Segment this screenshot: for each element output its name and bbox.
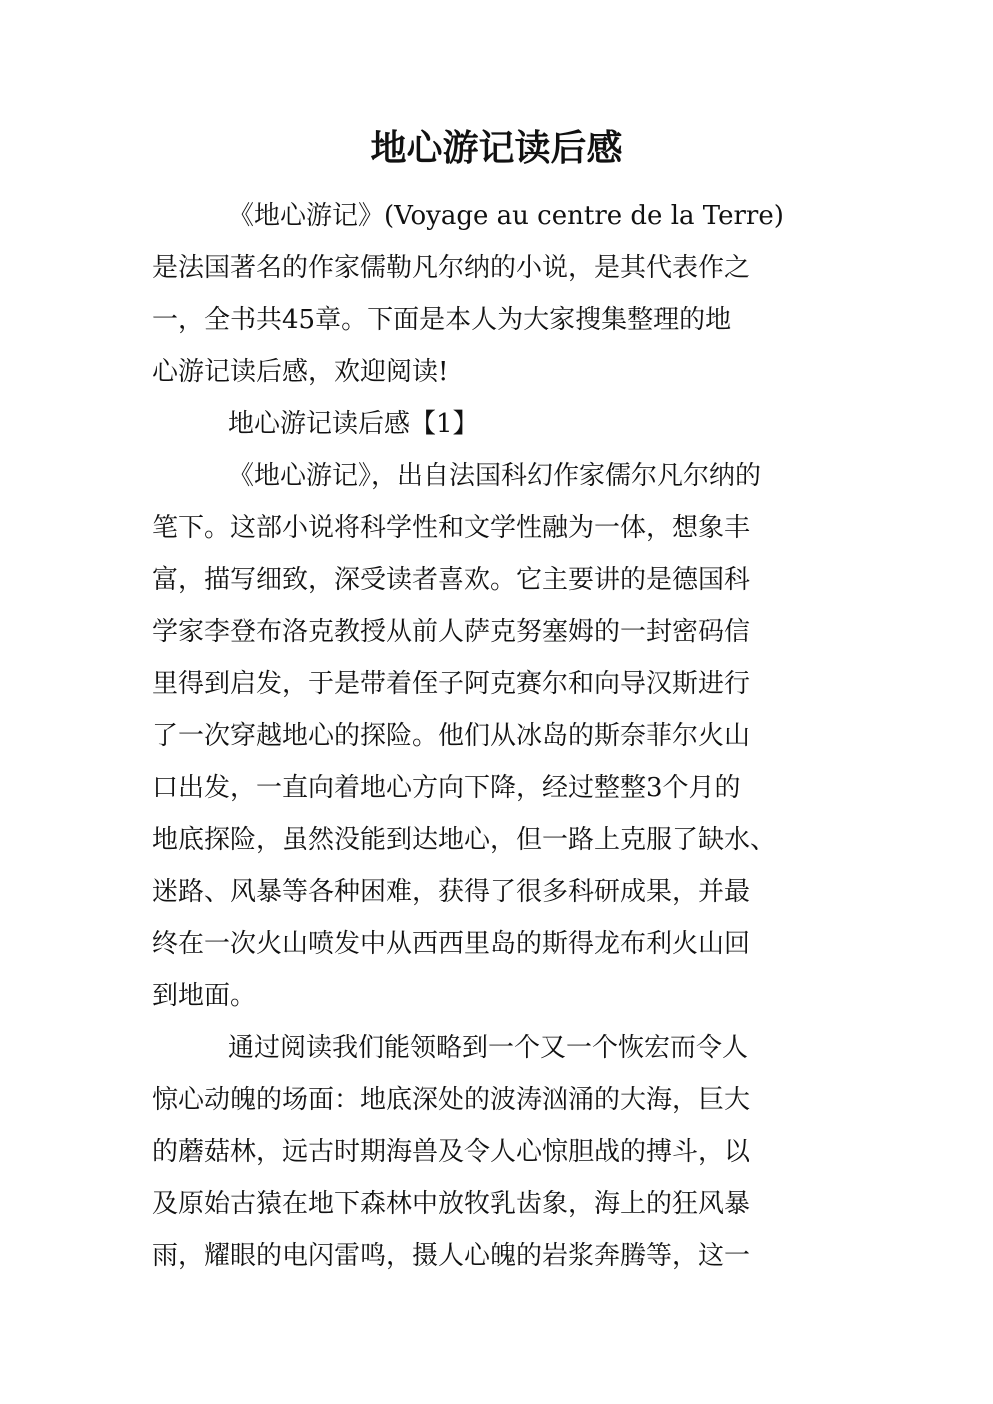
- paragraph-line: 了一次穿越地心的探险。他们从冰岛的斯奈菲尔火山: [152, 721, 751, 751]
- paragraph-line: 地底探险，虽然没能到达地心，但一路上克服了缺水、: [152, 825, 777, 855]
- paragraph-line: 通过阅读我们能领略到一个又一个恢宏而令人: [228, 1033, 749, 1063]
- paragraph-line: 富，描写细致，深受读者喜欢。它主要讲的是德国科: [152, 565, 751, 595]
- paragraph-line: 雨，耀眼的电闪雷鸣，摄人心魄的岩浆奔腾等，这一: [152, 1241, 751, 1271]
- paragraph-line: 笔下。这部小说将科学性和文学性融为一体，想象丰: [152, 513, 751, 543]
- paragraph-line: 迷路、风暴等各种困难，获得了很多科研成果，并最: [152, 877, 751, 907]
- paragraph-line: 《地心游记》，出自法国科幻作家儒尔凡尔纳的: [228, 461, 762, 491]
- intro-line: 心游记读后感，欢迎阅读!: [152, 357, 449, 387]
- paragraph-line: 惊心动魄的场面：地底深处的波涛汹涌的大海，巨大: [152, 1085, 751, 1115]
- intro-line: 是法国著名的作家儒勒凡尔纳的小说，是其代表作之: [152, 253, 751, 283]
- paragraph-2: [152, 1022, 852, 1282]
- paragraph-line: 学家李登布洛克教授从前人萨克努塞姆的一封密码信: [152, 617, 751, 647]
- paragraph-line: 口出发，一直向着地心方向下降，经过整整3个月的: [152, 773, 741, 803]
- paragraph-line: 里得到启发，于是带着侄子阿克赛尔和向导汉斯进行: [152, 669, 751, 699]
- paragraph-line: 的蘑菇林，远古时期海兽及令人心惊胆战的搏斗，以: [152, 1137, 751, 1167]
- paragraph-line: 及原始古猿在地下森林中放牧乳齿象，海上的狂风暴: [152, 1189, 751, 1219]
- paragraph-line: 终在一次火山喷发中从西西里岛的斯得龙布利火山回: [152, 929, 751, 959]
- intro-paragraph: [152, 190, 852, 398]
- paragraph-1: [152, 450, 852, 1022]
- section-heading-text: 地心游记读后感【1】: [228, 409, 479, 439]
- intro-line: 一，全书共45章。下面是本人为大家搜集整理的地: [152, 305, 732, 335]
- intro-line: 《地心游记》(Voyage au centre de la Terre): [228, 201, 784, 231]
- section-heading: [152, 398, 852, 450]
- document-title: 地心游记读后感: [370, 127, 623, 169]
- paragraph-line: 到地面。: [152, 981, 257, 1011]
